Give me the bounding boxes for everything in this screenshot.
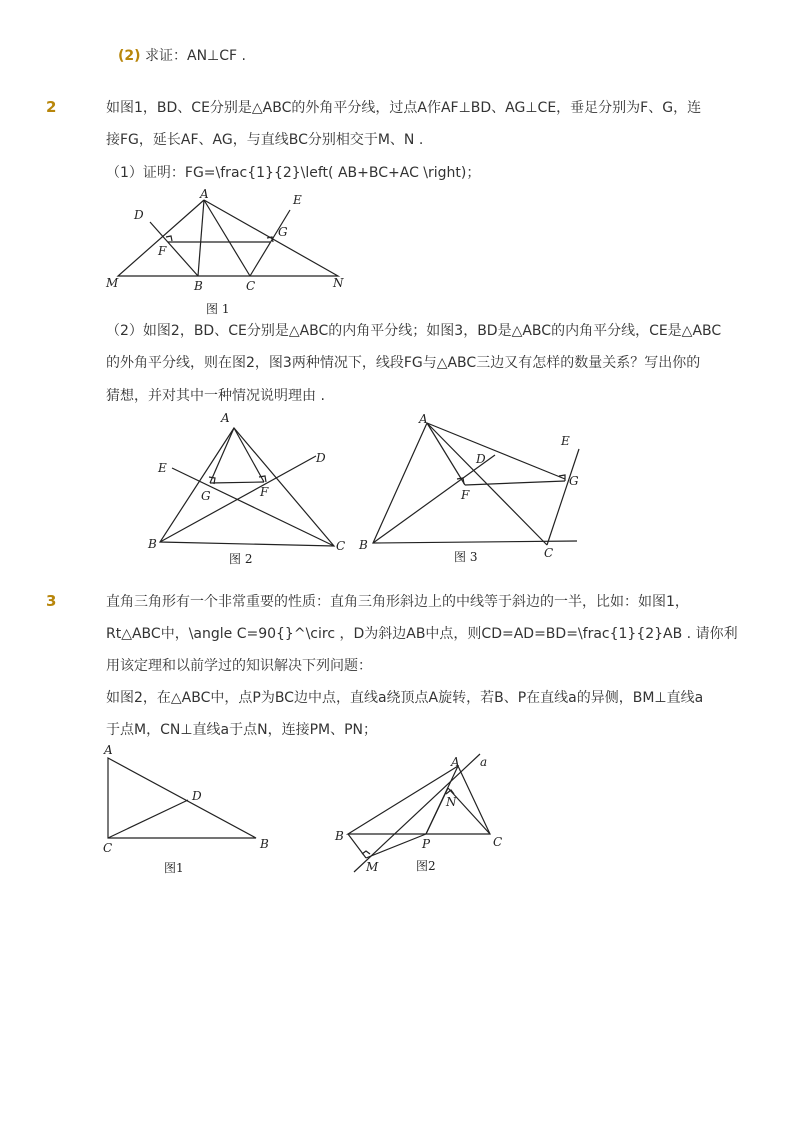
q2-figure-2 [140,408,360,568]
q3-fig1-triangle-acb [108,758,256,838]
q1-part2 [118,46,246,66]
q3-fig2-seg-bm [348,834,366,858]
q3-fig1-label-d: D [192,789,202,803]
fig3-label-d: D [476,452,486,466]
q2-part2-line3: 猜想，并对其中一种情况说明理由 . [106,388,325,404]
fig2-triangle-abc [160,428,334,546]
q3-number: 3 [46,592,57,610]
q3-fig2-label-p: P [422,837,431,851]
fig3-seg-fg [465,481,565,485]
q3-fig1-seg-cd [108,800,188,838]
q3-fig2-triangle-abc [348,766,490,834]
fig1-right-angle-g [267,237,273,242]
fig2-caption: 图 2 [229,552,253,566]
q3-line3: 用该定理和以前学过的知识解决下列问题： [106,658,372,674]
fig1-triangle-amn [118,200,338,276]
q3-fig2-caption: 图2 [416,859,436,873]
q3-fig2-label-c: C [493,835,503,849]
fig2-label-c: C [336,539,346,553]
q2-figure-3 [355,405,595,570]
q3-fig2-right-angle-m [362,851,370,854]
q3-figure-1 [98,742,288,877]
q2-part2-line2: 的外角平分线，则在图2，图3两种情况下，线段FG与△ABC三边又有怎样的数量关系？写出你的 [106,355,701,371]
fig1-seg-ab [198,200,204,276]
fig2-label-b: B [148,537,157,551]
fig3-seg-ag [427,423,565,479]
q3-line1: 直角三角形有一个非常重要的性质：直角三角形斜边上的中线等于斜边的一半，比如：如图1， [106,594,689,610]
q3-line5: 于点M，CN⊥直线a于点N，连接PM、PN； [106,722,378,738]
fig2-label-g: G [201,489,211,503]
q3-fig2-line-a [354,754,480,872]
q3-fig2-label-lower-a: a [480,755,488,769]
fig2-label-a: A [221,411,230,425]
fig3-label-a: A [419,412,428,426]
q3-fig2-label-b: B [335,829,344,843]
fig2-seg-ce [172,468,334,546]
q1-part2-tag: (2) [118,48,141,64]
fig1-label-g: G [278,225,288,239]
fig2-seg-gf [210,482,264,483]
fig3-seg-af [427,423,465,485]
fig3-label-g: G [569,474,579,488]
fig1-caption: 图 1 [206,302,230,316]
q2-line1: 如图1，BD、CE分别是△ABC的外角平分线，过点A作AF⊥BD、AG⊥CE，垂足分别为F、G，连 [106,100,702,116]
fig1-label-m: M [106,276,119,290]
q3-fig2-seg-mp [366,834,426,858]
fig1-label-b: B [194,279,203,293]
fig1-label-e: E [293,193,302,207]
fig3-seg-ce [547,449,579,545]
q3-line2: Rt△ABC中，\angle C=90{}^\circ ，D为斜边AB中点，则CD=AD=BD=\frac{1}{2}AB . 请你利 [106,626,738,642]
fig1-label-d: D [134,208,144,222]
q3-fig1-caption: 图1 [164,861,184,875]
q3-fig1-label-c: C [103,841,113,855]
q3-fig2-label-m: M [366,860,379,874]
fig1-label-n: N [333,276,344,290]
fig3-label-f: F [461,488,470,502]
q3-fig1-label-a: A [104,743,113,757]
fig3-seg-a-b-c [373,423,577,543]
fig1-label-a: A [200,187,209,201]
fig3-seg-bd [373,455,495,543]
fig3-label-b: B [359,538,368,552]
fig2-label-e: E [158,461,167,475]
fig1-seg-ce [250,210,290,276]
q1-part2-text: 求证：AN⊥CF . [145,48,246,64]
q2-line2: 接FG，延长AF、AG，与直线BC分别相交于M、N . [106,132,424,148]
q3-fig2-label-n: N [446,795,457,809]
fig3-caption: 图 3 [454,550,478,564]
q3-figure-2 [330,750,520,880]
fig1-label-c: C [246,279,256,293]
fig2-seg-af [234,428,264,482]
fig3-label-e: E [561,434,570,448]
fig2-label-f: F [260,485,269,499]
fig2-seg-bd [160,456,316,542]
q2-figure-1 [100,186,360,326]
fig1-seg-ac [204,200,250,276]
q3-fig2-label-a: A [451,755,460,769]
fig2-seg-ag [210,428,234,483]
q3-line4: 如图2，在△ABC中，点P为BC边中点，直线a绕顶点A旋转，若B、P在直线a的异侧，BM⊥直线a [106,690,704,706]
q2-number: 2 [46,98,57,116]
q3-fig1-label-b: B [260,837,269,851]
fig2-label-d: D [316,451,326,465]
q2-part1: （1）证明：FG=\frac{1}{2}\left( AB+BC+AC \right)； [106,165,481,181]
q2-part2-line1: （2）如图2，BD、CE分别是△ABC的内角平分线；如图3，BD是△ABC的内角平分线，CE是△ABC [106,323,722,339]
fig3-label-c: C [544,546,554,560]
fig1-label-f: F [158,244,167,258]
